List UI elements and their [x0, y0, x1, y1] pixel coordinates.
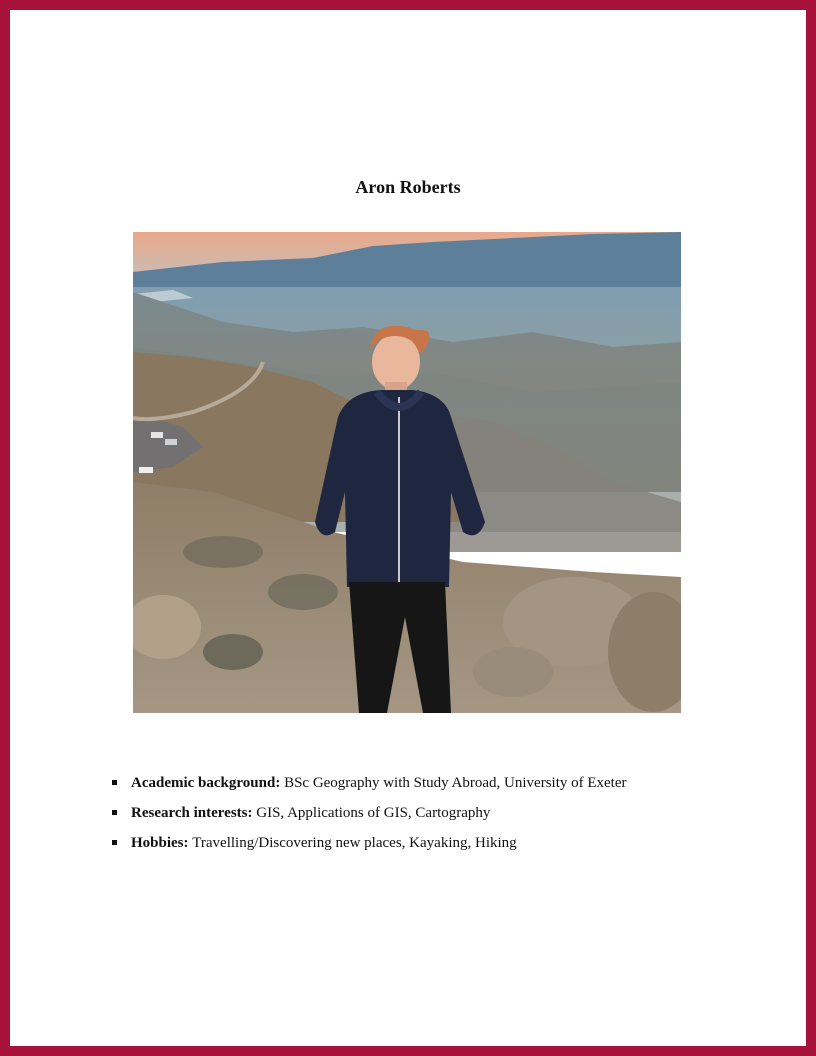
bullet-text: GIS, Applications of GIS, Cartography — [256, 805, 491, 821]
bullet-label: Academic background: — [131, 775, 285, 791]
bullet-text: Travelling/Discovering new places, Kayaking, Hiking — [192, 835, 517, 851]
list-item-research-interests — [110, 804, 627, 834]
bullet-label: Research interests: — [131, 805, 257, 821]
list-item-academic-background — [110, 774, 627, 804]
portrait-photo-image — [133, 232, 681, 713]
bullet-square-icon — [112, 810, 117, 815]
bullet-text: BSc Geography with Study Abroad, University of Exeter — [284, 775, 627, 791]
info-list — [110, 774, 627, 864]
bullet-square-icon — [112, 780, 117, 785]
page-title: Aron Roberts — [355, 177, 461, 197]
portrait-photo — [133, 232, 681, 713]
list-item-hobbies — [110, 834, 627, 864]
document-page — [10, 10, 806, 1046]
bullet-label: Hobbies: — [131, 835, 193, 851]
bullet-square-icon — [112, 840, 117, 845]
